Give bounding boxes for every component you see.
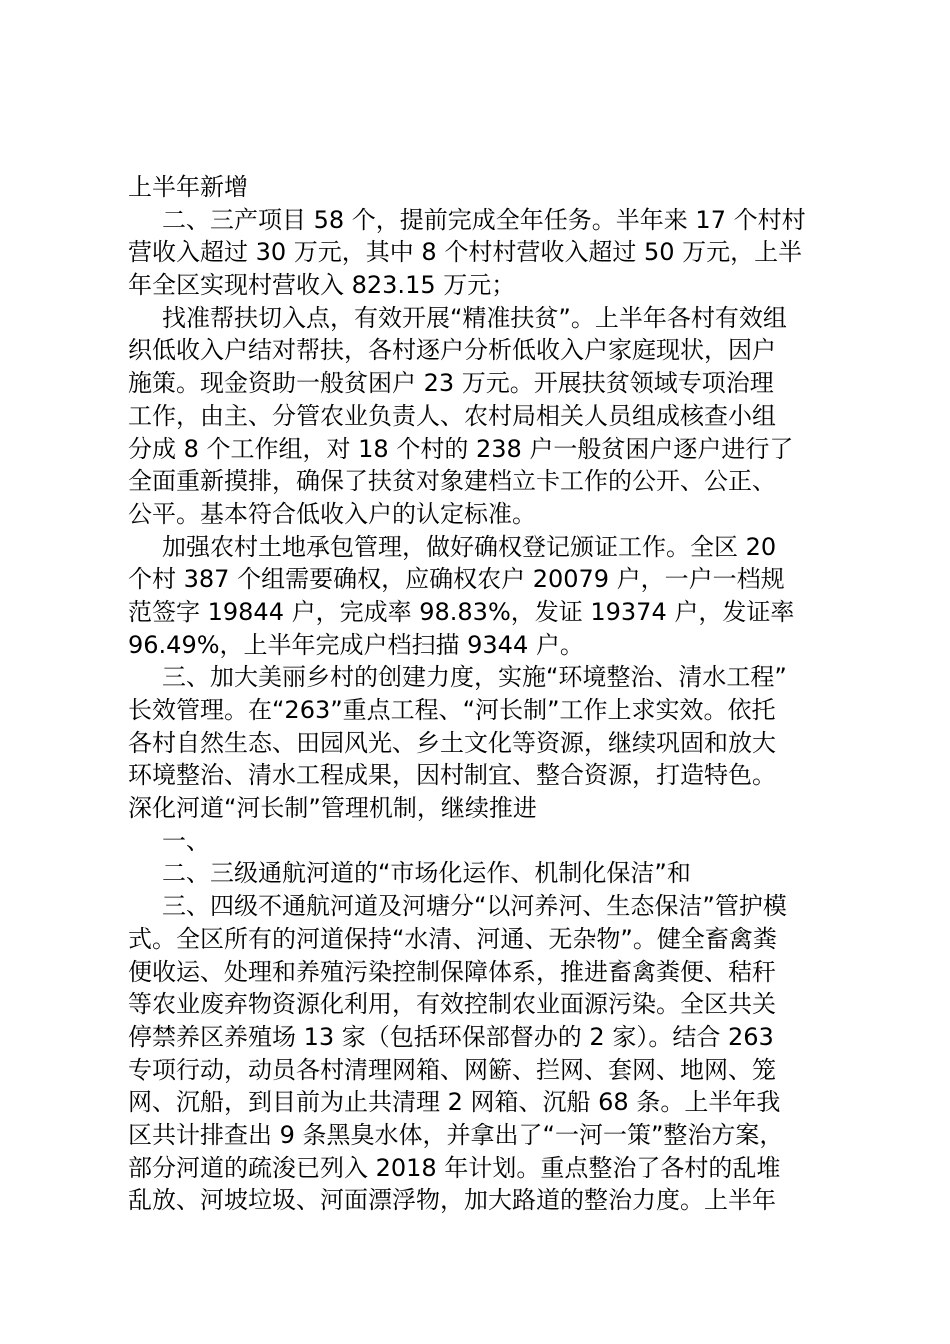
text-line: 网、沉船，到目前为止共清理 2 网箱、沉船 68 条。上半年我 [128, 1088, 781, 1117]
text-line: 深化河道“河长制”管理机制，继续推进 [128, 794, 537, 823]
text-line: 加强农村土地承包管理，做好确权登记颁证工作。全区 20 [162, 532, 777, 561]
text-line: 式。全区所有的河道保持“水清、河通、无杂物”。健全畜禽粪 [128, 924, 777, 953]
text-line: 二、三级通航河道的“市场化运作、机制化保洁”和 [162, 859, 691, 888]
text-line: 区共计排查出 9 条黑臭水体，并拿出了“一河一策”整治方案， [128, 1120, 784, 1149]
text-line: 找准帮扶切入点，有效开展“精准扶贫”。上半年各村有效组 [162, 303, 787, 332]
text-line: 上半年新增 [128, 173, 248, 201]
text-line: 个村 387 个组需要确权，应确权农户 20079 户，一户一档规 [128, 565, 785, 594]
text-line: 工作，由主、分管农业负责人、农村局相关人员组成核查小组 [128, 401, 776, 430]
text-line: 三、四级不通航河道及河塘分“以河养河、生态保洁”管护模 [162, 892, 787, 921]
text-line: 部分河道的疏浚已列入 2018 年计划。重点整治了各村的乱堆 [128, 1153, 781, 1182]
text-line: 全面重新摸排，确保了扶贫对象建档立卡工作的公开、公正、 [128, 467, 776, 496]
text-line: 停禁养区养殖场 13 家（包括环保部督办的 2 家）。结合 263 [128, 1022, 774, 1051]
text-line: 环境整治、清水工程成果，因村制宜、整合资源，打造特色。 [128, 761, 776, 790]
text-line: 二、三产项目 58 个，提前完成全年任务。半年来 17 个村村 [162, 205, 806, 234]
text-line: 范签字 19844 户，完成率 98.83%，发证 19374 户，发证率 [128, 597, 795, 626]
text-line: 专项行动，动员各村清理网箱、网簖、拦网、套网、地网、笼 [128, 1055, 776, 1084]
document-body [128, 171, 840, 1217]
text-line: 年全区实现村营收入 823.15 万元； [128, 271, 516, 300]
text-line: 等农业废弃物资源化利用，有效控制农业面源污染。全区共关 [128, 990, 776, 1019]
text-line: 公平。基本符合低收入户的认定标准。 [128, 499, 536, 528]
text-line: 营收入超过 30 万元，其中 8 个村村营收入超过 50 万元，上半 [128, 238, 803, 267]
text-line: 施策。现金资助一般贫困户 23 万元。开展扶贫领域专项治理 [128, 369, 774, 398]
text-line: 三、加大美丽乡村的创建力度，实施“环境整治、清水工程” [162, 663, 787, 692]
text-line: 各村自然生态、田园风光、乡土文化等资源，继续巩固和放大 [128, 728, 776, 757]
text-line: 乱放、河坡垃圾、河面漂浮物，加大路道的整治力度。上半年 [128, 1186, 776, 1215]
text-line: 织低收入户结对帮扶，各村逐户分析低收入户家庭现状，因户 [128, 336, 776, 365]
text-line: 便收运、处理和养殖污染控制保障体系，推进畜禽粪便、秸秆 [128, 957, 776, 986]
text-line: 96.49%，上半年完成户档扫描 9344 户。 [128, 630, 584, 659]
text-line: 一、 [162, 826, 210, 855]
text-line: 分成 8 个工作组，对 18 个村的 238 户一般贫困户逐户进行了 [128, 434, 794, 463]
text-line: 长效管理。在“263”重点工程、“河长制”工作上求实效。依托 [128, 696, 776, 724]
